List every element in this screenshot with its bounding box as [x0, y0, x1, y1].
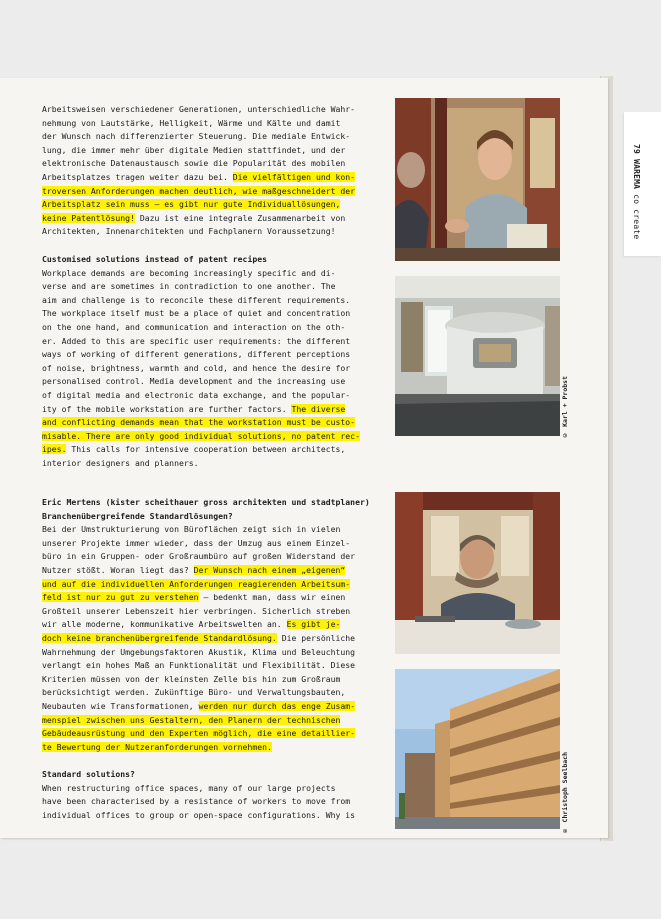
photo-building-facade [395, 669, 560, 829]
photo-meeting-woman-image [395, 98, 560, 261]
text-span: interior designers and planners. [42, 457, 199, 468]
page-number: 79 [632, 144, 641, 155]
photo-credit-bottom: © Christoph Seelbach [561, 752, 569, 835]
text-line [42, 362, 384, 376]
text-line [42, 686, 384, 700]
text-span: Kriterien müssen von der kleinsten Zelle bis hin zum Großraum [42, 673, 341, 684]
text-line [42, 212, 384, 226]
text-line [42, 144, 384, 158]
text-line [42, 198, 384, 212]
text-span: This calls for intensive cooperation between architects, [66, 444, 346, 455]
highlighted-text: and conflicting demands mean that the workstation must be custo- [42, 417, 356, 428]
text-span: ity of the mobile workstation are further factors. [42, 403, 292, 414]
text-block-english-interview [42, 768, 384, 822]
text-span: individual offices to group or open-space configurations. Why is [42, 809, 356, 820]
text-line [42, 389, 384, 403]
text-line [42, 267, 384, 281]
text-span: – bedenkt man, dass wir einen [198, 592, 346, 603]
highlighted-text: werden nur durch das enge Zusam- [198, 700, 356, 711]
text-line [42, 782, 384, 796]
text-line [42, 130, 384, 144]
text-line [42, 741, 384, 755]
brand-name: WAREMA [632, 159, 641, 190]
text-span: unserer Projekte immer wieder, dass der Umzug aus einem Einzel- [42, 537, 351, 548]
text-block-english-intro [42, 253, 384, 471]
text-span: Workplace demands are becoming increasingly specific and di- [42, 267, 336, 278]
section-heading: Standard solutions? [42, 769, 135, 779]
section-heading: Customised solutions instead of patent recipes [42, 254, 268, 264]
text-line [42, 348, 384, 362]
text-line [42, 375, 384, 389]
highlighted-text: menspiel zwischen uns Gestaltern, den Planern der technischen [42, 714, 341, 725]
text-span: Nutzer stößt. Woran liegt das? [42, 564, 194, 575]
text-line [42, 646, 384, 660]
text-span: Dazu ist eine integrale Zusammenarbeit von [134, 212, 346, 223]
text-span: Architekten, Innenarchitekten und Fachplanern Voraussetzung! [42, 226, 336, 237]
text-line [42, 416, 384, 430]
interview-question: Branchenübergreifende Standardlösungen? [42, 510, 233, 521]
highlighted-text: te Bewertung der Nutzeranforderungen vornehmen. [42, 741, 272, 752]
highlighted-text: Die vielfältigen und kon- [232, 171, 356, 182]
text-span: on the one hand, and communication and interaction on the oth- [42, 321, 346, 332]
text-span: lung, die immer mehr über digitale Medien stattfindet, und der [42, 144, 346, 155]
text-line [42, 185, 384, 199]
highlighted-text: ipes. [42, 444, 67, 455]
text-line [42, 117, 384, 131]
text-line [42, 727, 384, 741]
highlighted-text: und auf die individuellen Anforderungen reagierenden Arbeitsum- [42, 578, 351, 589]
photo-building-facade-image [395, 669, 560, 829]
side-tab-label [632, 144, 641, 239]
text-span: ways of working of different generations, different perceptions [42, 349, 351, 360]
text-line [42, 564, 384, 578]
text-span: have been characterised by a resistance of workers to move from [42, 796, 351, 807]
text-span: Die persönliche [276, 632, 356, 643]
photo-office-interior [395, 276, 560, 436]
text-block-german-intro [42, 103, 384, 239]
text-span: berücksichtigt werden. Zukünftige Büro- und Verwaltungsbauten, [42, 687, 346, 698]
text-span: When restructuring office spaces, many of our large projects [42, 782, 336, 793]
highlighted-text: Gebäudeausrüstung und den Experten möglich, die eine detaillier- [42, 728, 356, 739]
text-line [42, 795, 384, 809]
text-span: Arbeitsplatzes tragen weiter dazu bei. [42, 171, 233, 182]
highlighted-text: Der Wunsch nach einem „eigenen“ [193, 564, 346, 575]
highlighted-text: troversen Anforderungen machen deutlich, wie maßgeschneidert der [42, 185, 356, 196]
text-span: Wahrnehmung der Umgebungsfaktoren Akustik, Klima und Beleuchtung [42, 646, 356, 657]
text-line [42, 809, 384, 823]
text-span: nehmung von Lautstärke, Helligkeit, Wärme und Kälte und damit [42, 117, 341, 128]
text-line [42, 632, 384, 646]
text-line [42, 335, 384, 349]
photo-man-at-table [395, 492, 560, 654]
highlighted-text: Es gibt je- [286, 619, 341, 630]
text-span: verlangt ein hohes Maß an Funktionalität und Flexibilität. Diese [42, 660, 356, 671]
text-line [42, 307, 384, 321]
text-line [42, 157, 384, 171]
highlighted-text: misable. There are only good individual solutions, no patent rec- [42, 430, 360, 441]
text-span: er. Added to this are specific user requirements: the different [42, 335, 351, 346]
text-line [42, 591, 384, 605]
text-span: verse and are sometimes in contradiction to one another. The [42, 281, 336, 292]
text-line [42, 403, 384, 417]
text-line [42, 605, 384, 619]
text-span: Neubauten wie Transformationen, [42, 700, 199, 711]
text-line [42, 225, 384, 239]
text-span: aim and challenge is to reconcile these different requirements. [42, 294, 351, 305]
text-line [42, 537, 384, 551]
highlighted-text: doch keine branchenübergreifende Standardlösung. [42, 632, 277, 643]
text-line [42, 714, 384, 728]
text-span: wir alle moderne, kommunikative Arbeitswelten an. [42, 619, 287, 630]
highlighted-text: feld ist nur zu gut zu verstehen [42, 592, 199, 603]
text-span: Großteil unserer Lebenszeit hier verbringen. Sicherlich streben [42, 605, 351, 616]
text-line [42, 294, 384, 308]
text-line [42, 578, 384, 592]
side-tab [624, 112, 661, 256]
text-span: Bei der Umstrukturierung von Büroflächen zeigt sich in vielen [42, 524, 341, 535]
highlighted-text: keine Patentlösung! [42, 212, 135, 223]
text-line [42, 103, 384, 117]
text-span: The workplace itself must be a place of quiet and concentration [42, 308, 351, 319]
text-line [42, 673, 384, 687]
photo-credit-top: © Karl + Probst [561, 376, 569, 439]
text-span: der Wunsch nach differenzierter Steuerung. Die mediale Entwick- [42, 131, 351, 142]
photo-meeting-woman [395, 98, 560, 261]
highlighted-text: The diverse [291, 403, 346, 414]
brand-suffix: co create [632, 194, 641, 240]
text-span: Arbeitsweisen verschiedener Generationen, unterschiedliche Wahr- [42, 104, 356, 114]
text-span: personalised control. Media development and the increasing use [42, 376, 346, 387]
paragraph [42, 523, 384, 754]
text-line [42, 443, 384, 457]
text-span: of digital media and electronic data exchange, and the popular- [42, 389, 351, 400]
text-line [42, 457, 384, 471]
text-line [42, 523, 384, 537]
text-block-interview-german [42, 496, 384, 754]
text-span: elektronische Datenaustausch sowie die Popularität des mobilen [42, 158, 346, 169]
text-line [42, 430, 384, 444]
paragraph [42, 782, 384, 823]
photo-man-at-table-image [395, 492, 560, 654]
text-line [42, 550, 384, 564]
photo-office-interior-image [395, 276, 560, 436]
text-line [42, 280, 384, 294]
text-line [42, 321, 384, 335]
text-line [42, 618, 384, 632]
highlighted-text: Arbeitsplatz sein muss – es gibt nur gute Individuallösungen, [42, 199, 341, 210]
text-span: of noise, brightness, warmth and cold, and hence the desire for [42, 362, 351, 373]
speaker-name: Eric Mertens (kister scheithauer gross architekten und stadtplaner) [42, 497, 370, 507]
text-line [42, 700, 384, 714]
text-span: büro in ein Gruppen- oder Großraumbüro auf großen Widerstand der [42, 551, 356, 562]
text-line [42, 659, 384, 673]
text-line [42, 171, 384, 185]
paragraph [42, 267, 384, 471]
